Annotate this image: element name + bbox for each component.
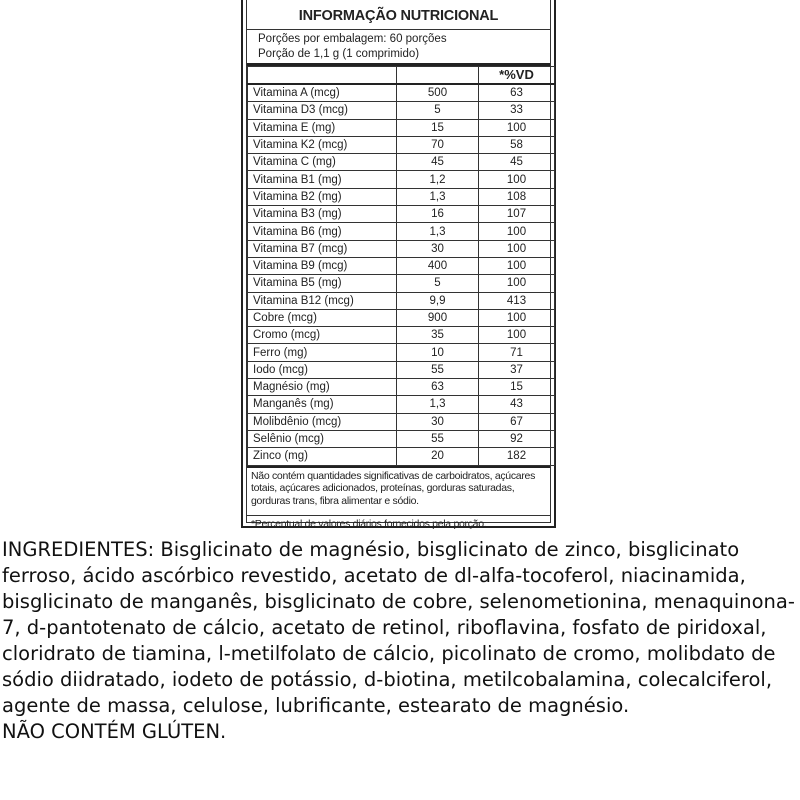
nutrient-vd: 107	[479, 206, 555, 223]
table-row	[248, 257, 555, 274]
nutrient-vd: 100	[479, 275, 555, 292]
nutrient-vd: 63	[479, 84, 555, 102]
nutrient-vd: 100	[479, 119, 555, 136]
table-row	[248, 223, 555, 240]
header-blank	[397, 67, 479, 85]
nutrient-name: Vitamina B12 (mcg)	[248, 292, 397, 309]
nutrient-amount: 10	[397, 344, 479, 361]
table-row	[248, 448, 555, 465]
table-row	[248, 171, 555, 188]
nutrient-name: Iodo (mcg)	[248, 361, 397, 378]
ingredients-block	[2, 537, 798, 745]
table-row	[248, 396, 555, 413]
vd-header: *%VD	[479, 67, 555, 85]
nutrient-amount: 5	[397, 275, 479, 292]
table-row	[248, 309, 555, 326]
table-row	[248, 154, 555, 171]
nutrient-vd: 100	[479, 309, 555, 326]
label-title: INFORMAÇÃO NUTRICIONAL	[247, 0, 550, 30]
nutrient-vd: 58	[479, 136, 555, 153]
nutrient-amount: 1,2	[397, 171, 479, 188]
nutrient-amount: 400	[397, 257, 479, 274]
table-row	[248, 102, 555, 119]
table-row	[248, 413, 555, 430]
nutrient-name: Vitamina A (mcg)	[248, 84, 397, 102]
table-row	[248, 188, 555, 205]
gluten-statement: NÃO CONTÉM GLÚTEN.	[2, 720, 227, 743]
table-row	[248, 275, 555, 292]
nutrient-amount: 55	[397, 430, 479, 447]
nutrient-vd: 100	[479, 240, 555, 257]
nutrient-amount: 63	[397, 379, 479, 396]
nutrient-amount: 500	[397, 84, 479, 102]
nutrient-amount: 30	[397, 240, 479, 257]
nutrition-facts-frame	[246, 0, 551, 530]
vd-footnote: *Percentual de valores diários fornecidos pela porção.	[251, 517, 487, 530]
nutrient-name: Vitamina D3 (mcg)	[248, 102, 397, 119]
nutrient-name: Vitamina K2 (mcg)	[248, 136, 397, 153]
table-header-row	[248, 67, 555, 85]
nutrient-name: Selênio (mcg)	[248, 430, 397, 447]
nutrient-vd: 182	[479, 448, 555, 465]
table-row	[248, 379, 555, 396]
nutrient-name: Vitamina B7 (mcg)	[248, 240, 397, 257]
ingredients-text: INGREDIENTES: Bisglicinato de magnésio, bisglicinato de zinco, bisglicinato ferroso, ácido ascórbico revestido, acetato de dl-alfa-tocoferol, niacinamida, bisglicinato de manganês, bisglicinato de cobre, selenometionina, menaquinona-7, d-pantotenato de cálcio, acetato de retinol, riboflavina, fosfato de piridoxal, cloridrato de tiamina, l-metilfolato de cálcio, picolinato de cromo, molibdato de sódio diidratado, iodeto de potássio, d-biotina, metilcobalamina, colecalciferol, agente de massa, celulose, lubrificante, estearato de magnésio.	[2, 538, 795, 717]
table-row	[248, 136, 555, 153]
nutrient-amount: 55	[397, 361, 479, 378]
nutrient-amount: 30	[397, 413, 479, 430]
nutrient-amount: 16	[397, 206, 479, 223]
nutrient-name: Vitamina B1 (mg)	[248, 171, 397, 188]
nutrient-name: Vitamina B6 (mg)	[248, 223, 397, 240]
nutrient-vd: 92	[479, 430, 555, 447]
nutrient-vd: 100	[479, 327, 555, 344]
table-row	[248, 292, 555, 309]
nutrient-name: Vitamina B3 (mg)	[248, 206, 397, 223]
table-row	[248, 361, 555, 378]
nutrition-facts-label	[241, 0, 556, 528]
nutrient-name: Vitamina C (mg)	[248, 154, 397, 171]
table-row	[248, 84, 555, 102]
header-blank	[248, 67, 397, 85]
nutrient-vd: 37	[479, 361, 555, 378]
nutrient-amount: 70	[397, 136, 479, 153]
nutrient-vd: 15	[479, 379, 555, 396]
nutrient-amount: 9,9	[397, 292, 479, 309]
nutrient-name: Cromo (mcg)	[248, 327, 397, 344]
table-row	[248, 327, 555, 344]
nutrient-amount: 35	[397, 327, 479, 344]
serving-info	[247, 30, 550, 66]
nutrient-vd: 71	[479, 344, 555, 361]
nutrient-amount: 900	[397, 309, 479, 326]
nutrient-amount: 1,3	[397, 188, 479, 205]
nutrient-amount: 1,3	[397, 396, 479, 413]
nutrient-name: Vitamina B2 (mg)	[248, 188, 397, 205]
nutrient-name: Molibdênio (mcg)	[248, 413, 397, 430]
nutrient-name: Cobre (mcg)	[248, 309, 397, 326]
nutrient-amount: 1,3	[397, 223, 479, 240]
table-row	[248, 119, 555, 136]
nutrient-name: Vitamina B9 (mcg)	[248, 257, 397, 274]
nutrient-amount: 20	[397, 448, 479, 465]
nutrient-name: Vitamina E (mg)	[248, 119, 397, 136]
nutrient-amount: 5	[397, 102, 479, 119]
table-row	[248, 206, 555, 223]
nutrient-vd: 108	[479, 188, 555, 205]
nutrient-name: Ferro (mg)	[248, 344, 397, 361]
table-row	[248, 430, 555, 447]
nutrition-note: Não contém quantidades significativas de carboidratos, açúcares totais, açúcares adicionados, proteínas, gorduras saturadas, gorduras trans, fibra alimentar e sódio.	[247, 466, 550, 516]
table-row	[248, 344, 555, 361]
nutrient-vd: 33	[479, 102, 555, 119]
nutrient-vd: 413	[479, 292, 555, 309]
serving-size: Porção de 1,1 g (1 comprimido)	[258, 48, 420, 60]
nutrient-vd: 100	[479, 257, 555, 274]
nutrient-amount: 45	[397, 154, 479, 171]
nutrient-vd: 67	[479, 413, 555, 430]
servings-per-package: Porções por embalagem: 60 porções	[258, 33, 447, 45]
nutrient-vd: 45	[479, 154, 555, 171]
nutrient-vd: 100	[479, 171, 555, 188]
table-row	[248, 240, 555, 257]
nutrient-table	[247, 66, 555, 466]
nutrient-vd: 43	[479, 396, 555, 413]
nutrient-name: Manganês (mg)	[248, 396, 397, 413]
nutrient-amount: 15	[397, 119, 479, 136]
nutrient-name: Zinco (mg)	[248, 448, 397, 465]
nutrient-name: Vitamina B5 (mg)	[248, 275, 397, 292]
nutrient-name: Magnésio (mg)	[248, 379, 397, 396]
nutrient-vd: 100	[479, 223, 555, 240]
